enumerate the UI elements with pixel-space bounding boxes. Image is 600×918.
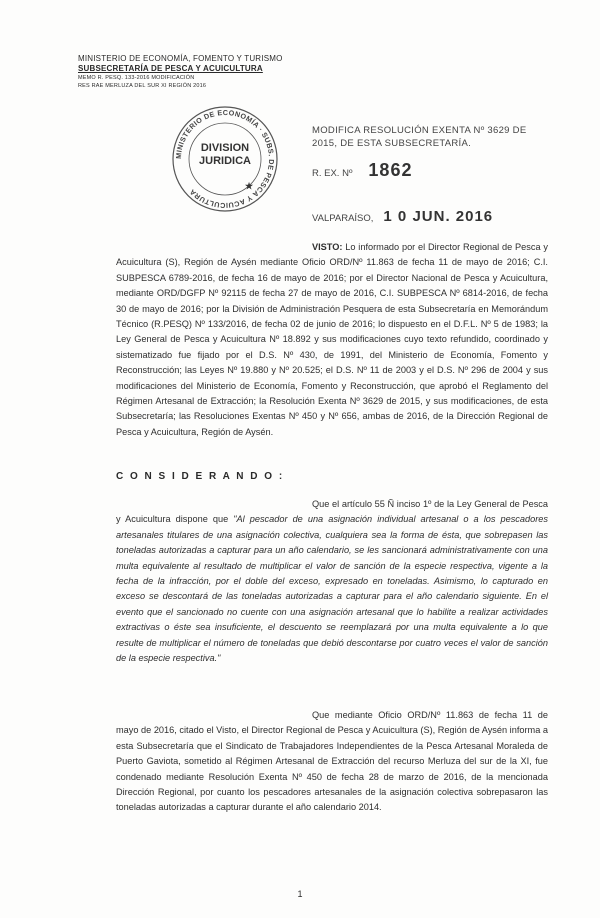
stamp-ring-text: MINISTERIO DE ECONOMÍA · SUBS. DE PESCA Y ACUICULTURA xyxy=(173,107,277,211)
stamp-line-juridica: JURIDICA xyxy=(199,155,251,167)
stamp-line-division: DIVISION xyxy=(200,142,250,154)
que1-intro: Que el artículo 55 Ñ inciso 1º de la Ley General de Pesca y Acuicultura dispone que xyxy=(116,499,548,525)
star-icon: ★ xyxy=(244,181,254,191)
letterhead xyxy=(78,54,288,90)
resolution-number-line xyxy=(312,160,412,181)
date-line xyxy=(312,208,493,225)
visto-paragraph xyxy=(116,240,548,440)
subsecretariat-name: SUBSECRETARÍA DE PESCA Y ACUICULTURA xyxy=(78,64,263,73)
date-stamp: 1 0 JUN. 2016 xyxy=(383,208,494,225)
resolution-reference: RES RAE MERLUZA DEL SUR XI REGIÓN 2016 xyxy=(78,83,207,89)
stamp-center xyxy=(170,142,280,193)
division-juridica-stamp xyxy=(170,104,280,214)
considerando-paragraph-2 xyxy=(116,708,548,816)
rex-number: 1862 xyxy=(368,160,413,180)
page-number: 1 xyxy=(297,889,303,899)
rex-label: R. EX. Nº xyxy=(312,168,353,179)
considerando-paragraph-1 xyxy=(116,497,548,666)
visto-label: VISTO: xyxy=(312,242,343,252)
visto-text: Lo informado por el Director Regional de Pesca y Acuicultura (S), Región de Aysén mediante Oficio ORD/Nº 11.863 de fecha 11 de mayo de 2016; C.I. SUBPESCA 6789-2016, de fecha 16 de mayo de 2016; por el Director Nacional de Pesca y Acuicultura, mediante ORD/DGFP Nº 92115 de fecha 27 de mayo de 2016, C.I. SUBPESCA Nº 6814-2016, de fecha 30 de mayo de 2016; por la División de Administración Pesquera de esta Subsecretaría en Memorándum Técnico (R.PESQ) Nº 133/2016, de fecha 02 de junio de 2016; lo dispuesto en el D.F.L. Nº 5 de 1983; la Ley General de Pesca y Acuicultura Nº 18.892 y sus modificaciones cuyo texto refundido, coordinado y sistematizado fue fijado por el D.S. Nº 430, de 1991, del Ministerio de Economía, Fomento y Reconstrucción; las Leyes Nº 19.880 y Nº 20.525; el D.S. Nº 11 de 2003 y el D.S. Nº 296 de 2004 y sus modificaciones del Ministerio de Economía, Fomento y Reconstrucción, que aprobó el Reglamento del Régimen Artesanal de Extracción; la Resolución Exenta Nº 3629 de 2015, y sus modificaciones, de esta Subsecretaría; las Resoluciones Exentas Nº 450 y Nº 656, ambas de 2016, de la Dirección Regional de Pesca y Acuicultura, Región de Aysén. xyxy=(116,242,548,437)
que1-quote: "Al pescador de una asignación individual artesanal o a los pescadores artesanales titulares de una asignación colectiva, cualquiera sea la forma de ésta, que sobrepasen las toneladas autorizadas a capturar para un año calendario, se les sancionará administrativamente con una multa equivalente al resultado de multiplicar el valor de sanción de la especie respectiva, vigente a la fecha de la infracción, por el doble del exceso, expresado en toneladas. Asimismo, lo capturado en exceso se descontará de las toneladas autorizadas a capturar para el año calendario siguiente. En el evento que el sancionado no cuente con una asignación artesanal que lo habilite a realizar actividades extractivas o éste sea insuficiente, el descuento se reemplazará por una multa equivalente a lo que resulte de multiplicar el número de toneladas que debió descontarse por cuatro veces el valor de sanción de la especie respectiva." xyxy=(116,514,548,664)
que2-text: Que mediante Oficio ORD/Nº 11.863 de fecha 11 de mayo de 2016, citado el Visto, el Director Regional de Pesca y Acuicultura (S), Región de Aysén informa a esta Subsecretaría que el Sindicato de Trabajadores Independientes de la Pesca Artesanal Moraleda de Puerto Gaviota, sometido al Régimen Artesanal de Extracción del recurso Merluza del sur de la XI, fue condenado mediante Resolución Exenta Nº 450 de fecha 28 de marzo de 2016, de la mencionada Dirección Regional, por cuanto los pescadores artesanales de la asignación colectiva sobrepasaron las toneladas autorizadas a capturar durante el año calendario 2014. xyxy=(116,710,548,813)
resolution-subject: MODIFICA RESOLUCIÓN EXENTA Nº 3629 DE 2015, DE ESTA SUBSECRETARÍA. xyxy=(312,125,527,149)
considerando-heading: C O N S I D E R A N D O : xyxy=(116,471,285,482)
place: VALPARAÍSO, xyxy=(312,213,374,224)
memo-reference: MEMO R. PESQ. 133-2016 MODIFICACIÓN xyxy=(78,75,195,81)
ministry-name: MINISTERIO DE ECONOMÍA, FOMENTO Y TURISMO xyxy=(78,54,283,63)
